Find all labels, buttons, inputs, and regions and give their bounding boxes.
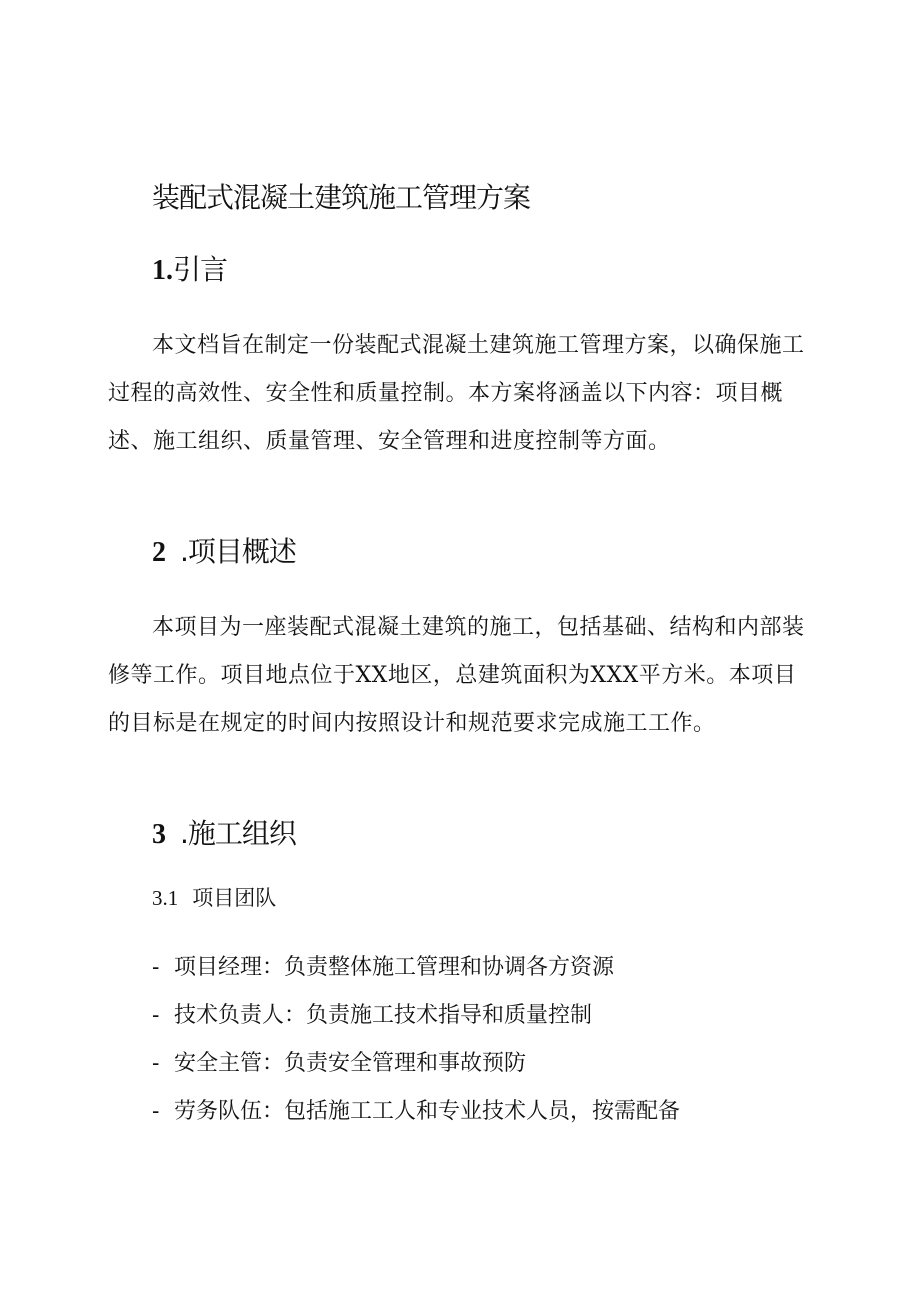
list-item-text: 安全主管：负责安全管理和事故预防 bbox=[174, 1051, 527, 1076]
section-1-paragraph: 本文档旨在制定一份装配式混凝土建筑施工管理方案，以确保施工过程的高效性、安全性和质量控制。本方案将涵盖以下内容：项目概述、施工组织、质量管理、安全管理和进度控制等方面。 bbox=[108, 333, 805, 454]
section-2-heading bbox=[152, 532, 296, 573]
list-item bbox=[152, 950, 680, 998]
list-item bbox=[152, 998, 680, 1046]
subsection-3-1-title: 项目团队 bbox=[192, 886, 277, 910]
subsection-3-1-number: 3.1 bbox=[152, 886, 179, 910]
list-item bbox=[152, 1094, 680, 1142]
section-1-heading bbox=[152, 250, 227, 291]
document-title: 装配式混凝土建筑施工管理方案 bbox=[152, 181, 531, 214]
list-dash: - bbox=[152, 1003, 160, 1028]
section-2-title: .项目概述 bbox=[180, 535, 296, 568]
list-dash: - bbox=[152, 955, 160, 980]
list-item-text: 技术负责人：负责施工技术指导和质量控制 bbox=[174, 1003, 593, 1028]
section-2-paragraph: 本项目为一座装配式混凝土建筑的施工，包括基础、结构和内部装修等工作。项目地点位于XX地区，总建筑面积为XXX平方米。本项目的目标是在规定的时间内按照设计和规范要求完成施工工作。 bbox=[108, 615, 805, 736]
section-3-heading bbox=[152, 814, 296, 855]
list-dash: - bbox=[152, 1099, 160, 1124]
section-1-number: 1. bbox=[152, 255, 173, 286]
section-1-title: 引言 bbox=[173, 253, 228, 286]
section-2-number: 2 bbox=[152, 537, 166, 568]
list-item-text: 项目经理：负责整体施工管理和协调各方资源 bbox=[174, 955, 615, 980]
team-role-list bbox=[152, 950, 680, 1142]
section-3-title: .施工组织 bbox=[180, 817, 296, 850]
list-item-text: 劳务队伍：包括施工工人和专业技术人员，按需配备 bbox=[174, 1099, 681, 1124]
list-dash: - bbox=[152, 1051, 160, 1076]
subsection-3-1 bbox=[152, 880, 276, 916]
list-item bbox=[152, 1046, 680, 1094]
section-3-number: 3 bbox=[152, 819, 166, 850]
